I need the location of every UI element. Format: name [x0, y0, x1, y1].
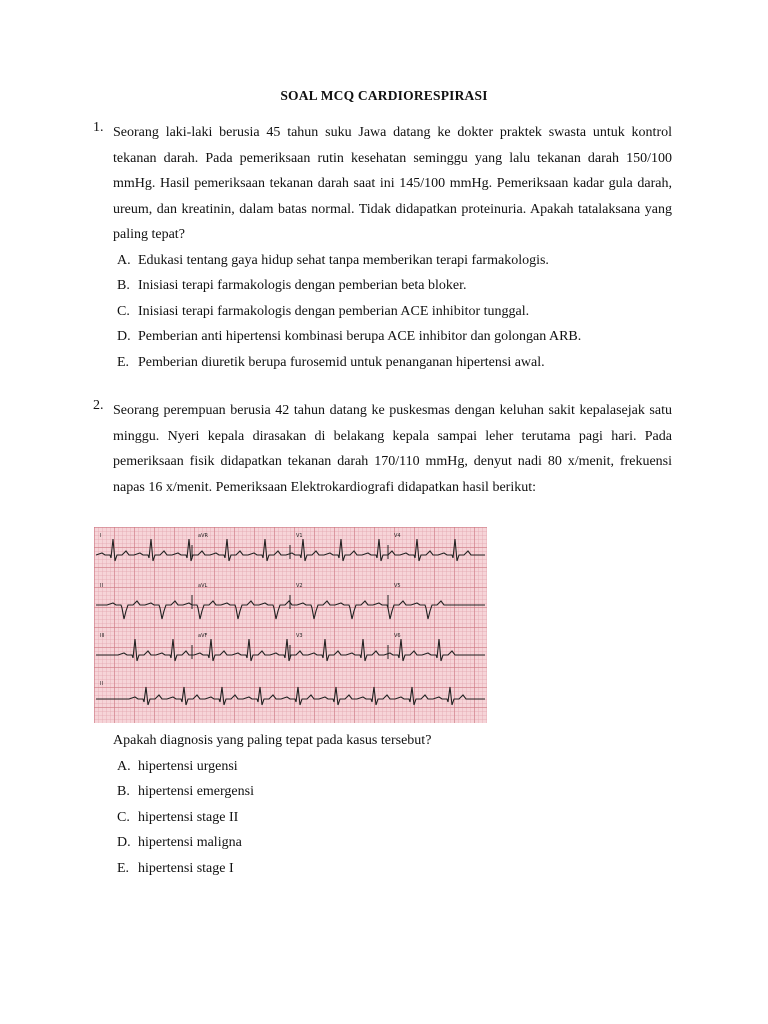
answer-option-b[interactable]	[117, 273, 672, 299]
question-stem: Seorang perempuan berusia 42 tahun datang ke puskesmas dengan keluhan sakit kepalasejak satu minggu. Nyeri kepala dirasakan di belakang kepala sampai leher terutama pagi hari. Pada pemeriksaan fisik didapatkan tekanan darah 170/110 mmHg, denyut nadi 80 x/menit, frekuensi napas 16 x/menit. Pemeriksaan Elektrokardiografi didapatkan hasil berikut:	[113, 403, 672, 495]
option-letter: C.	[117, 303, 130, 319]
option-text: Inisiasi terapi farmakologis dengan pemberian beta bloker.	[138, 278, 467, 293]
ecg-lead-label: aVF	[198, 633, 208, 639]
option-letter: C.	[117, 809, 130, 825]
answer-option-d[interactable]	[117, 830, 672, 856]
answer-option-a[interactable]	[117, 754, 672, 780]
question-2-prompt	[96, 728, 672, 881]
option-text: Pemberian anti hipertensi kombinasi berupa ACE inhibitor dan golongan ARB.	[138, 329, 582, 344]
ecg-lead-label: V1	[296, 533, 303, 539]
ecg-lead-label: II	[100, 583, 103, 589]
option-letter: D.	[117, 329, 131, 344]
ecg-lead-label: III	[100, 633, 105, 639]
option-text: Pemberian diuretik berupa furosemid untuk penanganan hipertensi awal.	[138, 354, 545, 370]
ecg-lead-label: V5	[394, 583, 401, 589]
option-letter: A.	[117, 758, 131, 774]
answer-options	[117, 248, 672, 376]
question-2	[93, 398, 672, 500]
option-letter: B.	[117, 278, 130, 293]
ecg-lead-label: aVL	[198, 583, 208, 589]
answer-option-c[interactable]	[117, 299, 672, 325]
option-letter: E.	[117, 860, 130, 876]
ecg-lead-label: I	[100, 533, 102, 539]
answer-option-b[interactable]	[117, 779, 672, 805]
option-text: hipertensi stage II	[138, 809, 239, 825]
option-text: hipertensi urgensi	[138, 758, 238, 774]
option-letter: A.	[117, 252, 131, 268]
option-text: hipertensi maligna	[138, 835, 242, 850]
answer-option-e[interactable]	[117, 856, 672, 882]
ecg-lead-label: V2	[296, 583, 303, 589]
document-title: SOAL MCQ CARDIORESPIRASI	[280, 88, 488, 103]
option-text: hipertensi emergensi	[138, 784, 254, 799]
question-stem: Seorang laki-laki berusia 45 tahun suku Jawa datang ke dokter praktek swasta untuk kontrol tekanan darah. Pada pemeriksaan rutin kesehatan seminggu yang lalu tekanan darah 150/100 mmHg. Hasil pemeriksaan tekanan darah saat ini 145/100 mmHg. Pemeriksaan kadar gula darah, ureum, dan kreatinin, dalam batas normal. Tidak didapatkan proteinuria. Apakah tatalaksana yang paling tepat?	[113, 125, 672, 242]
option-letter: B.	[117, 784, 130, 799]
question-prompt: Apakah diagnosis yang paling tepat pada kasus tersebut?	[113, 733, 432, 748]
answer-option-a[interactable]	[117, 248, 672, 274]
option-text: Inisiasi terapi farmakologis dengan pemberian ACE inhibitor tunggal.	[138, 303, 530, 319]
ecg-lead-label: V6	[394, 633, 401, 639]
ecg-lead-label: V4	[394, 533, 401, 539]
option-text: Edukasi tentang gaya hidup sehat tanpa memberikan terapi farmakologis.	[138, 252, 549, 268]
option-text: hipertensi stage I	[138, 860, 234, 876]
option-letter: D.	[117, 835, 131, 850]
answer-option-e[interactable]	[117, 350, 672, 376]
answer-option-c[interactable]	[117, 805, 672, 831]
answer-option-d[interactable]	[117, 324, 672, 350]
option-letter: E.	[117, 354, 130, 370]
question-number: 2.	[93, 398, 104, 413]
question-number: 1.	[93, 120, 104, 135]
ecg-lead-label: V3	[296, 633, 303, 639]
ecg-lead-label: II	[100, 681, 103, 687]
ecg-image	[94, 527, 487, 723]
ecg-lead-label: aVR	[198, 533, 208, 539]
answer-options	[117, 754, 672, 882]
ecg-trace	[94, 527, 487, 723]
ecg-lead-row-4	[96, 687, 485, 705]
question-1	[93, 120, 672, 375]
